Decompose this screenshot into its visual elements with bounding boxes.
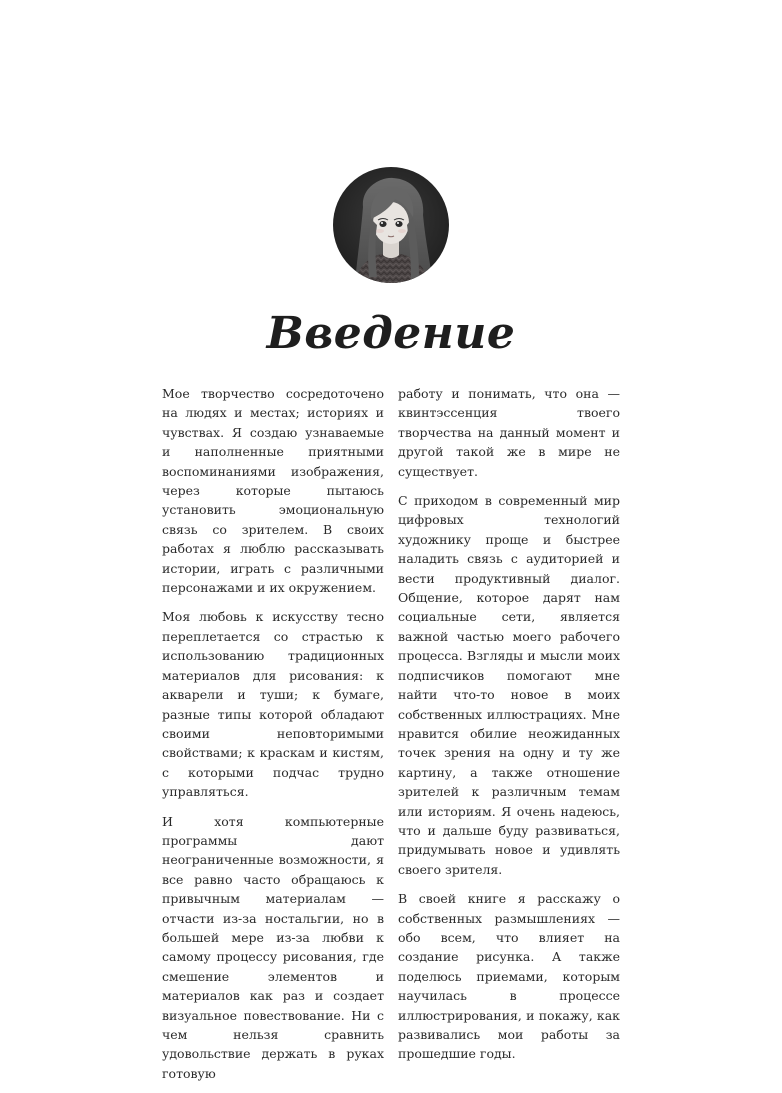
text-column-left <box>162 384 384 1093</box>
chapter-title: Введение <box>266 308 516 359</box>
paragraph: И хотя компьютерные программы дают неограниченные возможности, я все равно часто обращаюсь к привычным материалам — отчасти из-за ностальгии, но в большей мере из-за любви к самому процессу рисования, где смешение элементов и материалов как раз и создает визуальное повествование. Ни с чем нельзя сравнить удовольствие держать в руках готовую <box>162 813 384 1081</box>
author-portrait-illustration <box>333 167 449 283</box>
paragraph: Моя любовь к искусству тесно переплетается со страстью к использованию традиционных материалов для рисования: к акварели и туши; к бумаге, разные типы которой обладают своими неповторимыми свойствами; к краскам и кистям, с которыми подчас трудно управляться. <box>162 609 384 800</box>
paragraph: Мое творчество сосредоточено на людях и местах; историях и чувствах. Я создаю узнаваемые и наполненные приятными воспоминаниями изображения, через которые пытаюсь установить эмоциональную связь со зрителем. В своих работах я люблю рассказывать истории, играть с различными персонажами и их окружением. <box>162 386 384 596</box>
text-column-right <box>398 384 620 1074</box>
paragraph: В своей книге я расскажу о собственных размышлениях — обо всем, что влияет на создание рисунка. А также поделюсь приемами, которым научилась в процессе иллюстрирования, и покажу, как развивались мои работы за прошедшие годы. <box>398 891 620 1062</box>
paragraph: С приходом в современный мир цифровых технологий художнику проще и быстрее наладить связь с аудиторией и вести продуктивный диалог. Общение, которое дарят нам социальные сети, является важной частью моего рабочего процесса. Взгляды и мысли моих подписчиков помогают мне найти что-то новое в моих собственных иллюстрациях. Мне нравится обилие неожиданных точек зрения на одну и ту же картину, а также отношение зрителей к различным темам или историям. Я очень надеюсь, что и дальше буду развиваться, придумывать новое и удивлять своего зрителя. <box>398 493 620 877</box>
paragraph: работу и понимать, что она — квинтэссенция твоего творчества на данный момент и другой такой же в мире не существует. <box>398 386 620 479</box>
